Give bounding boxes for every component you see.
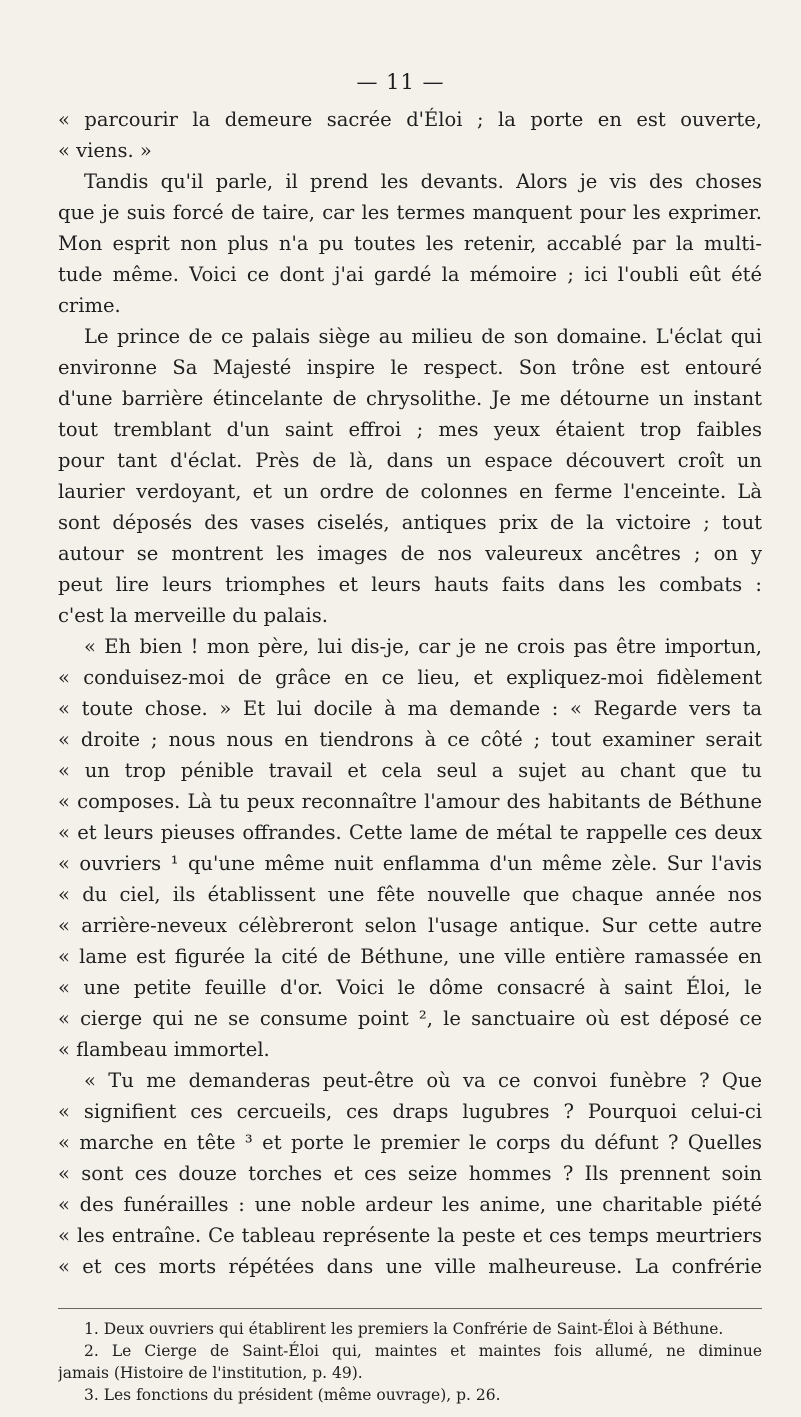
body-line: « et leurs pieuses offrandes. Cette lame de métal te rappelle ces deux (58, 821, 762, 844)
footnotes (58, 1318, 762, 1406)
body-line: « marche en tête ³ et porte le premier le corps du défunt ? Quelles (58, 1131, 762, 1154)
body-line: c'est la merveille du palais. (58, 604, 328, 627)
body-line: d'une barrière étincelante de chrysolithe. Je me détourne un instant (58, 387, 762, 410)
body-line: « toute chose. » Et lui docile à ma demande : « Regarde vers ta (58, 697, 762, 720)
body-line: « du ciel, ils établissent une fête nouvelle que chaque année nos (58, 883, 762, 906)
body-line: « et ces morts répétées dans une ville malheureuse. La confrérie (58, 1255, 762, 1278)
body-line: « les entraîne. Ce tableau représente la peste et ces temps meurtriers (58, 1224, 762, 1247)
body-line: « viens. » (58, 139, 152, 162)
body-line: « Tu me demanderas peut-être où va ce convoi funèbre ? Que (84, 1069, 762, 1092)
body-line: « parcourir la demeure sacrée d'Éloi ; la porte en est ouverte, (58, 108, 762, 131)
body-line: « cierge qui ne se consume point ², le sanctuaire où est déposé ce (58, 1007, 762, 1030)
body-line: « flambeau immortel. (58, 1038, 270, 1061)
page-number: — 11 — (356, 70, 445, 94)
body-line: « ouvriers ¹ qu'une même nuit enflamma d'un même zèle. Sur l'avis (58, 852, 762, 875)
body-line: Tandis qu'il parle, il prend les devants. Alors je vis des choses (84, 170, 762, 193)
body-line: « Eh bien ! mon père, lui dis-je, car je ne crois pas être importun, (84, 635, 762, 658)
body-line: sont déposés des vases ciselés, antiques prix de la victoire ; tout (58, 511, 762, 534)
body-line: autour se montrent les images de nos valeureux ancêtres ; on y (58, 542, 762, 565)
body-line: « signifient ces cercueils, ces draps lugubres ? Pourquoi celui-ci (58, 1100, 762, 1123)
body-line: crime. (58, 294, 121, 317)
body-line: « lame est figurée la cité de Béthune, une ville entière ramassée en (58, 945, 762, 968)
body-line: environne Sa Majesté inspire le respect. Son trône est entouré (58, 356, 762, 379)
footnote-line: 3. Les fonctions du président (même ouvrage), p. 26. (84, 1386, 501, 1404)
footnote-line: jamais (Histoire de l'institution, p. 49). (58, 1364, 363, 1382)
body-line: « droite ; nous nous en tiendrons à ce côté ; tout examiner serait (58, 728, 762, 751)
body-line: tude même. Voici ce dont j'ai gardé la mémoire ; ici l'oubli eût été (58, 263, 762, 286)
body-text (58, 104, 762, 1282)
body-line: peut lire leurs triomphes et leurs hauts faits dans les combats : (58, 573, 762, 596)
body-line: « sont ces douze torches et ces seize hommes ? Ils prennent soin (58, 1162, 762, 1185)
footnote-divider (58, 1308, 762, 1309)
body-line: « des funérailles : une noble ardeur les anime, une charitable piété (58, 1193, 762, 1216)
body-line: « conduisez-moi de grâce en ce lieu, et expliquez-moi fidèlement (58, 666, 762, 689)
body-line: « arrière-neveux célèbreront selon l'usage antique. Sur cette autre (58, 914, 762, 937)
body-line: Le prince de ce palais siège au milieu de son domaine. L'éclat qui (84, 325, 762, 348)
body-line: « composes. Là tu peux reconnaître l'amour des habitants de Béthune (58, 790, 762, 813)
body-line: pour tant d'éclat. Près de là, dans un espace découvert croît un (58, 449, 762, 472)
body-line: « une petite feuille d'or. Voici le dôme consacré à saint Éloi, le (58, 976, 762, 999)
body-line: tout tremblant d'un saint effroi ; mes yeux étaient trop faibles (58, 418, 762, 441)
body-line: « un trop pénible travail et cela seul a sujet au chant que tu (58, 759, 762, 782)
body-line: laurier verdoyant, et un ordre de colonnes en ferme l'enceinte. Là (58, 480, 762, 503)
footnote-line: 1. Deux ouvriers qui établirent les premiers la Confrérie de Saint-Éloi à Béthune. (84, 1320, 724, 1338)
body-line: que je suis forcé de taire, car les termes manquent pour les exprimer. (58, 201, 762, 224)
body-line: Mon esprit non plus n'a pu toutes les retenir, accablé par la multi- (58, 232, 762, 255)
footnote-line: 2. Le Cierge de Saint-Éloi qui, maintes et maintes fois allumé, ne diminue (84, 1342, 762, 1360)
